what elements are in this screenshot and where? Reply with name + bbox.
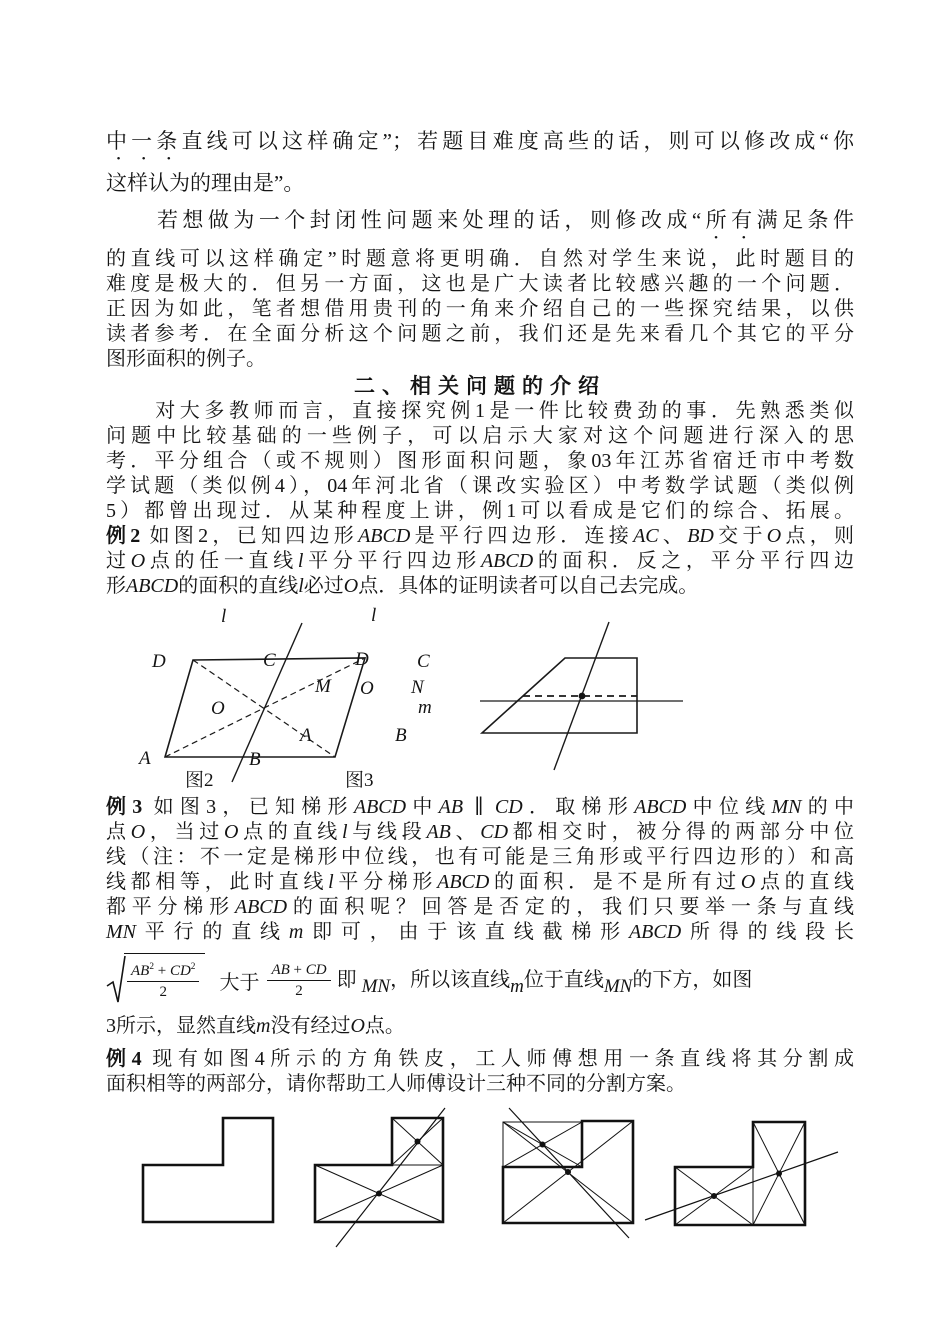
text-line [106,449,854,474]
fraction-numerator [267,961,330,981]
text-segment: 现有如图4所示的方角铁皮，工人师傅想用一条直线将其分割成 [141,1048,855,1070]
text-segment: m [510,975,524,997]
text-segment: ABCD [353,796,407,818]
paragraph-formula-conclusion [106,1014,854,1039]
text-segment: ，当过 [145,821,225,843]
paragraph-intro [106,123,854,244]
text-line [106,123,854,165]
text-segment: 的面积呢？回答是否定的，我们只要举一条与直线 [287,896,855,918]
text-line [106,474,854,499]
text-segment: AB [438,796,464,818]
text-segment: ABCD [358,525,411,547]
formula-tail-text [337,963,753,998]
text-segment: 3所示，显然直线 [106,1015,256,1037]
text-segment: 的直线可以这样确定”时题意将更明确．自然对学生来说，此时题目的 [106,248,854,270]
text-segment: 都平分梯形 [106,896,235,918]
text-segment: ABCD [234,896,288,918]
text-segment: 的下方，如图 [632,968,753,991]
text-segment: 过 [106,550,131,572]
text-segment: 正因为如此，笔者想借用贵刊的一角来介绍自己的一些探究结果，以供 [106,298,854,320]
text-segment: O [766,525,782,547]
text-segment: ABCD [126,575,179,597]
figure-3-caption: 图3 [345,770,374,791]
text-segment: 是平行四边形．连接 [410,525,634,547]
text-segment: + [289,961,306,978]
text-line [106,347,854,372]
text-line [106,1014,854,1039]
paragraph-example-4 [106,1047,854,1097]
text-segment: 点。 [364,1015,405,1037]
text-segment: CD [305,961,327,978]
text-segment: 即可，由于该直线截梯形 [303,921,629,943]
center-dot [540,1142,546,1148]
text-line [106,297,854,322]
text-segment: O [130,821,146,843]
text-segment: 问题中比较基础的一些例子，可以启示大家对这个问题进行深入的思 [106,425,854,447]
center-dot [565,1169,571,1175]
text-segment: 、 [658,525,688,547]
text-segment: MN [106,921,136,943]
l-shape-1-plain [143,1118,273,1222]
text-segment: 没有经过 [270,1015,351,1037]
text-segment: 面积相等的两部分，请你帮助工人师傅设计三种不同的分割方案。 [106,1073,686,1095]
text-line [106,549,854,574]
text-segment: 直线可以这样确定”；若题目难度高些的话，则可以修改成“你 [181,129,855,153]
paragraph-background [106,399,854,524]
text-segment: CD [494,796,523,818]
text-segment: O [350,1015,365,1037]
text-segment: 这样认为的理由是”。 [106,171,305,195]
text-line [106,202,854,244]
text-segment: 2 [149,962,154,972]
text-line [106,322,854,347]
formula-middle-text [219,966,259,995]
text-segment: ABCD [480,550,534,572]
text-segment: 难度是极大的．但另一方面，这也是广大读者比较感兴趣的一个问题． [106,273,854,295]
figure-labels [137,605,432,770]
text-segment: AC [633,525,659,547]
text-segment: 位于直线 [523,968,604,991]
text-segment: 满足条件 [756,208,855,232]
figure-label: B [395,725,407,746]
text-segment: 对大多教师而言，直接探究例1是一件比较费劲的事．先熟悉类似 [106,400,854,422]
figure-label: A [139,748,151,769]
text-line [106,165,854,202]
text-line [106,895,854,920]
text-segment: 的面积．是不是所有过 [489,871,741,893]
text-segment: 图形面积的例子。 [106,348,266,370]
text-segment: AB [271,961,290,978]
text-segment: 点．具体的证明读者可以自己去完成。 [358,575,699,597]
figure-label: D [152,651,166,672]
text-segment: 点的直线 [238,821,343,843]
text-segment: O [343,575,359,597]
text-line [106,870,854,895]
l-shape-outline [675,1122,805,1225]
text-segment: 例4 [106,1048,142,1070]
figure-row-1 [100,598,880,798]
fraction-2 [267,961,330,1000]
section-heading: 二、相关问题的介绍 [354,374,606,398]
text-segment: 必过 [303,575,344,597]
text-segment: 中 [406,796,439,818]
text-segment: 的面积．反之，平分平行四边 [533,550,855,572]
text-line [106,424,854,449]
text-segment: 点的任一直线 [145,550,298,572]
text-line [106,247,854,272]
text-segment: 的面积的直线 [178,575,299,597]
text-segment: MN [361,975,391,997]
figure-label: l [221,606,227,627]
fraction-denominator: 2 [295,982,303,999]
text-segment: l [328,871,334,893]
text-segment: 形 [106,575,126,597]
text-segment: 考．平分组合（或不规则）图形面积问题，象03年江苏省宿迁市中考数 [106,450,854,472]
text-segment: 例3 [106,796,143,818]
text-segment: 点，则 [781,525,855,547]
text-segment: 2 [190,962,196,972]
text-segment: + [153,963,170,979]
text-segment: l [342,821,348,843]
figure-2-caption: 图2 [185,770,214,791]
radical-sign [106,953,126,1007]
midpoint-O-dot [579,693,586,700]
text-segment: 如图3，已知梯形 [142,796,354,818]
text-segment: ABCD [634,796,687,818]
text-segment: AB [131,963,150,979]
figure-label: C [417,651,430,672]
text-segment: ABCD [628,921,682,943]
center-dot [376,1191,382,1197]
text-line [106,399,854,424]
text-segment: 交于 [713,525,767,547]
text-line [106,499,854,524]
text-segment: 都相交时，被分得的两部分中位 [508,821,855,843]
radicand [124,953,205,1001]
figure-label: A [300,725,312,746]
text-segment: 所得的线段长 [681,921,855,943]
center-dot [776,1171,782,1177]
text-segment: ．取梯形 [522,796,635,818]
figure-3-trapezoid [480,622,683,770]
l-shape-outline [143,1118,273,1222]
figure-label: O [360,678,374,699]
paragraph-discussion [106,247,854,372]
text-line [106,845,854,870]
text-segment: 5）都曾出现过．从某种程度上讲，例1可以看成是它们的综合、拓展。 [106,500,854,522]
text-line [106,272,854,297]
text-segment: 读者参考．在全面分析这个问题之前，我们还是先来看几个其它的平分 [106,323,854,345]
text-segment: CD [480,821,509,843]
text-segment: BD [687,525,714,547]
text-segment: 所有 [701,208,757,232]
center-dot [415,1139,421,1145]
text-segment: 平行的直线 [136,921,289,943]
text-segment: 大于 [219,971,260,994]
line-l-fig2 [232,623,302,782]
figure-label: m [418,697,432,718]
text-segment: O [130,550,146,572]
figure-label: l [371,605,377,626]
text-segment: AB [426,821,451,843]
text-line [106,524,854,549]
sqrt-expression [106,953,205,1007]
paragraph-example-3 [106,795,854,945]
text-segment: 平分平行四边形 [303,550,481,572]
text-segment: l [297,550,304,572]
l-shape-2-scheme-1 [315,1108,445,1247]
text-line [106,920,854,945]
text-segment: 的中 [801,796,855,818]
cut-line [336,1108,445,1247]
l-shape-3-scheme-2 [503,1108,633,1238]
text-line [106,795,854,820]
text-line [106,1072,854,1097]
figure-label: O [211,698,225,719]
paragraph-example-2 [106,524,854,599]
l-shape-outline [315,1118,443,1222]
text-segment: 如图2，已知四边形 [140,525,359,547]
text-segment: MN [603,975,633,997]
text-segment: 点 [106,821,131,843]
figure-label: C [263,650,276,671]
text-line [106,820,854,845]
text-segment: m [256,1015,271,1037]
text-segment: MN [771,796,802,818]
text-segment: 与线段 [347,821,427,843]
fraction-1 [127,962,199,1001]
text-segment: O [740,871,756,893]
figure-label: D [355,649,369,670]
fraction-numerator [127,962,199,982]
figure-label: B [249,749,261,770]
text-segment: l [298,575,304,597]
text-segment: ，所以该直线 [390,968,511,991]
fraction-denominator: 2 [159,984,167,1000]
text-segment: 线（注：不一定是梯形中位线，也有可能是三角形或平行四边形的）和高 [106,846,854,868]
figure-2-parallelogram [165,623,365,782]
text-segment: 学试题（类似例4），04年河北省（课改实验区）中考数学试题（类似例 [106,475,854,497]
center-dot [711,1193,717,1199]
text-segment: O [224,821,239,843]
text-segment: 即 [336,968,362,991]
text-segment: 中一条 [106,129,182,153]
text-segment: 例2 [106,525,141,547]
text-segment: 若想做为一个封闭性问题来处理的话，则修改成“ [106,208,702,232]
figure-label: N [411,677,424,698]
formula-line [106,948,854,1012]
text-segment: 点的直线 [755,871,855,893]
text-segment: 、 [450,821,481,843]
text-segment: m [288,921,304,943]
text-line [106,574,854,599]
text-segment: 平分梯形 [333,871,438,893]
text-segment: 中位线 [686,796,772,818]
text-segment: CD [169,963,191,979]
text-segment: ABCD [437,871,490,893]
text-segment: 线都相等，此时直线 [106,871,329,893]
figure-row-2 [100,1100,880,1260]
figure-label: M [315,676,331,697]
text-segment: ∥ [463,796,495,818]
l-shape-4-scheme-3 [645,1122,838,1225]
text-line [106,1047,854,1072]
